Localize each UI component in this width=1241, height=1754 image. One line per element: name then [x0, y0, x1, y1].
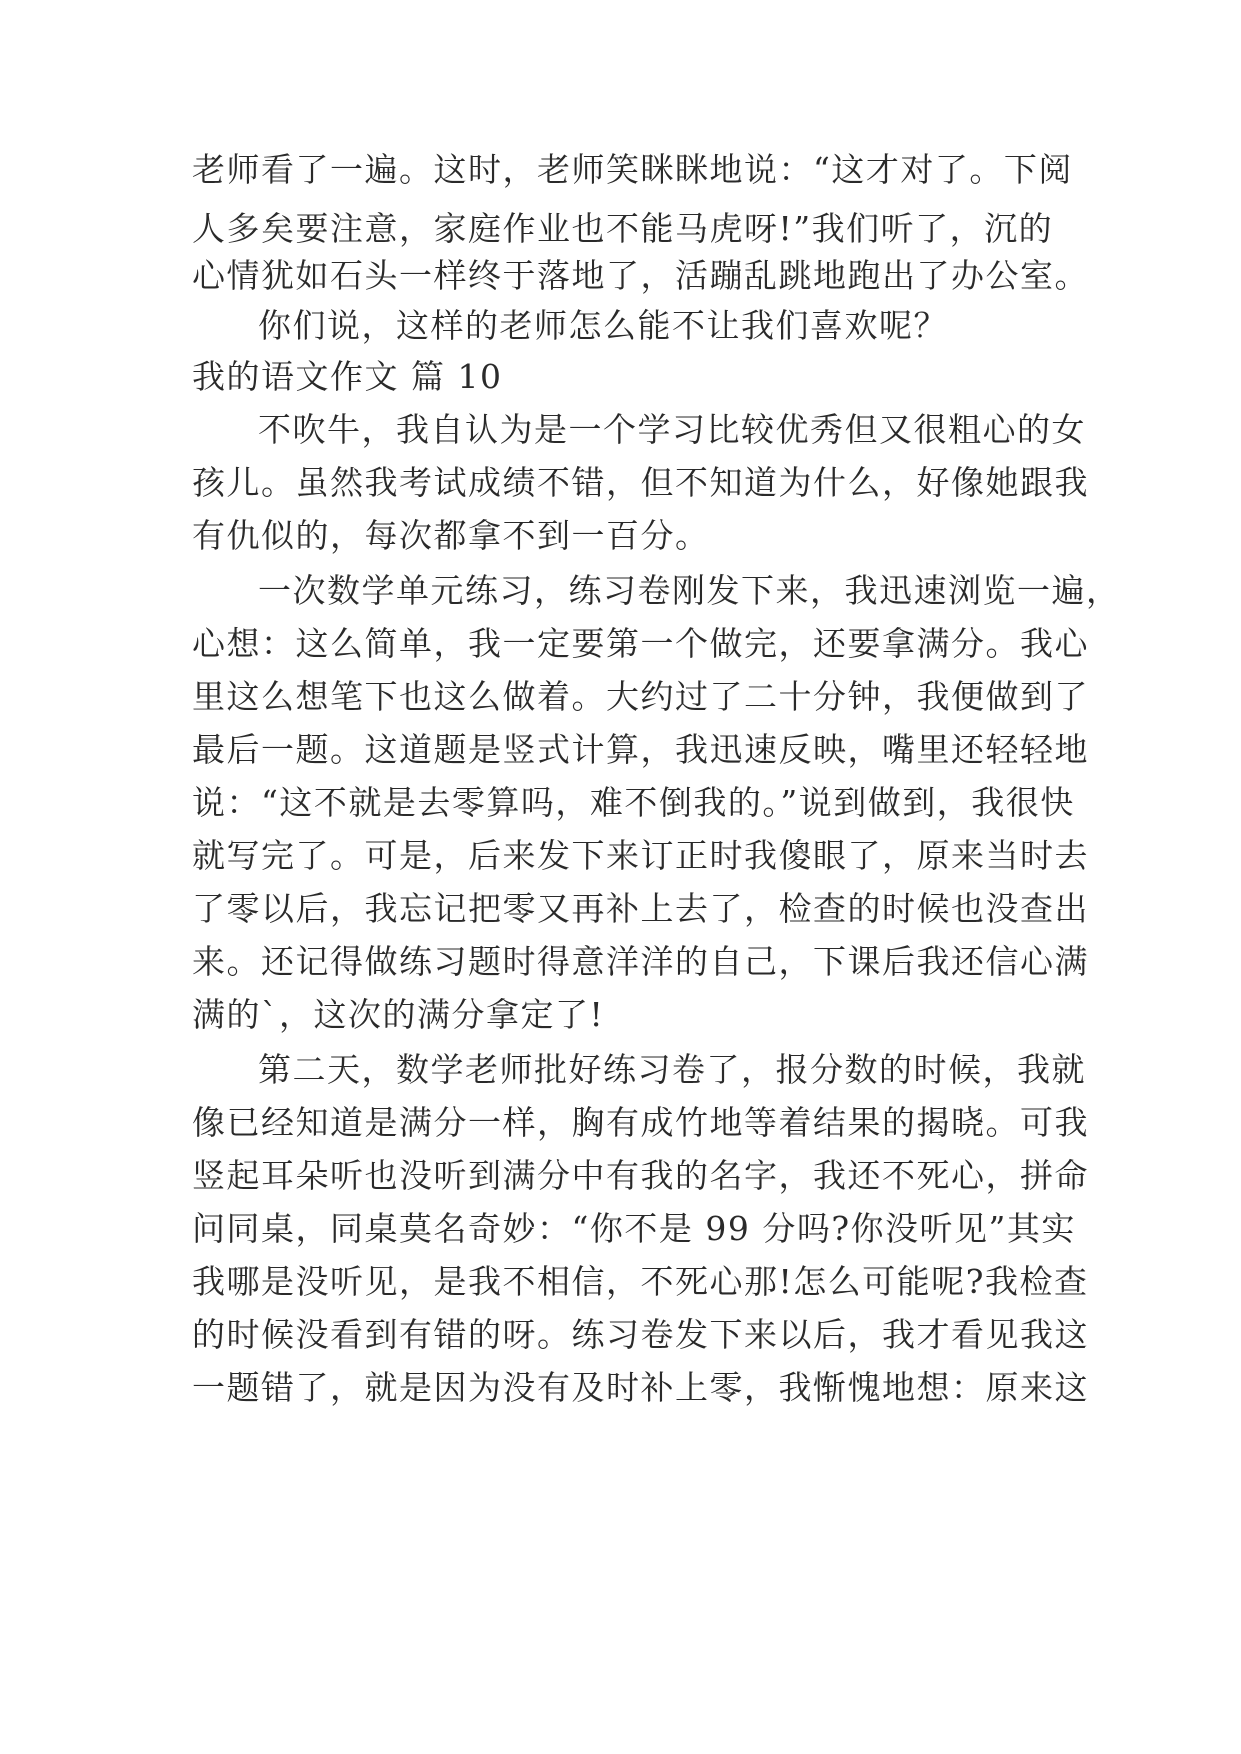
text-line: 就写完了。可是，后来发下来订正时我傻眼了，原来当时去 — [192, 836, 1089, 875]
text-line: 最后一题。这道题是竖式计算，我迅速反映，嘴里还轻轻地 — [192, 730, 1089, 769]
text-line: 有仇似的，每次都拿不到一百分。 — [192, 516, 710, 555]
text-line: 问同桌，同桌莫名奇妙：“你不是 99 分吗?你没听见”其实 — [192, 1209, 1076, 1248]
text-line: 心情犹如石头一样终于落地了，活蹦乱跳地跑出了办公室。 — [192, 256, 1089, 295]
text-line: 的时候没看到有错的呀。练习卷发下来以后，我才看见我这 — [192, 1315, 1089, 1354]
text-line: 说：“这不就是去零算吗，难不倒我的。”说到做到，我很快 — [192, 783, 1075, 822]
text-line: 我哪是没听见，是我不相信，不死心那!怎么可能呢?我检查 — [192, 1262, 1089, 1301]
text-line: 竖起耳朵听也没听到满分中有我的名字，我还不死心，拼命 — [192, 1156, 1089, 1195]
text-line: 里这么想笔下也这么做着。大约过了二十分钟，我便做到了 — [192, 677, 1089, 716]
text-line: 像已经知道是满分一样，胸有成竹地等着结果的揭晓。可我 — [192, 1103, 1089, 1142]
text-line: 不吹牛，我自认为是一个学习比较优秀但又很粗心的女 — [258, 410, 1086, 449]
text-line: 满的`，这次的满分拿定了! — [192, 995, 605, 1034]
text-line: 老师看了一遍。这时，老师笑眯眯地说：“这才对了。下阅 — [192, 150, 1073, 189]
text-line: 第二天，数学老师批好练习卷了，报分数的时候，我就 — [258, 1050, 1086, 1089]
text-line: 了零以后，我忘记把零又再补上去了，检查的时候也没查出 — [192, 889, 1089, 928]
text-line: 来。还记得做练习题时得意洋洋的自己，下课后我还信心满 — [192, 942, 1089, 981]
section-heading: 我的语文作文 篇 10 — [192, 357, 503, 396]
text-line: 一题错了，就是因为没有及时补上零，我惭愧地想：原来这 — [192, 1368, 1089, 1407]
text-line: 你们说，这样的老师怎么能不让我们喜欢呢？ — [258, 306, 948, 345]
text-line: 一次数学单元练习，练习卷刚发下来，我迅速浏览一遍， — [258, 571, 1121, 610]
text-line: 心想：这么简单，我一定要第一个做完，还要拿满分。我心 — [192, 624, 1089, 663]
text-line: 孩儿。虽然我考试成绩不错，但不知道为什么，好像她跟我 — [192, 463, 1089, 502]
text-line: 人多矣要注意，家庭作业也不能马虎呀!”我们听了，沉的 — [192, 209, 1054, 248]
